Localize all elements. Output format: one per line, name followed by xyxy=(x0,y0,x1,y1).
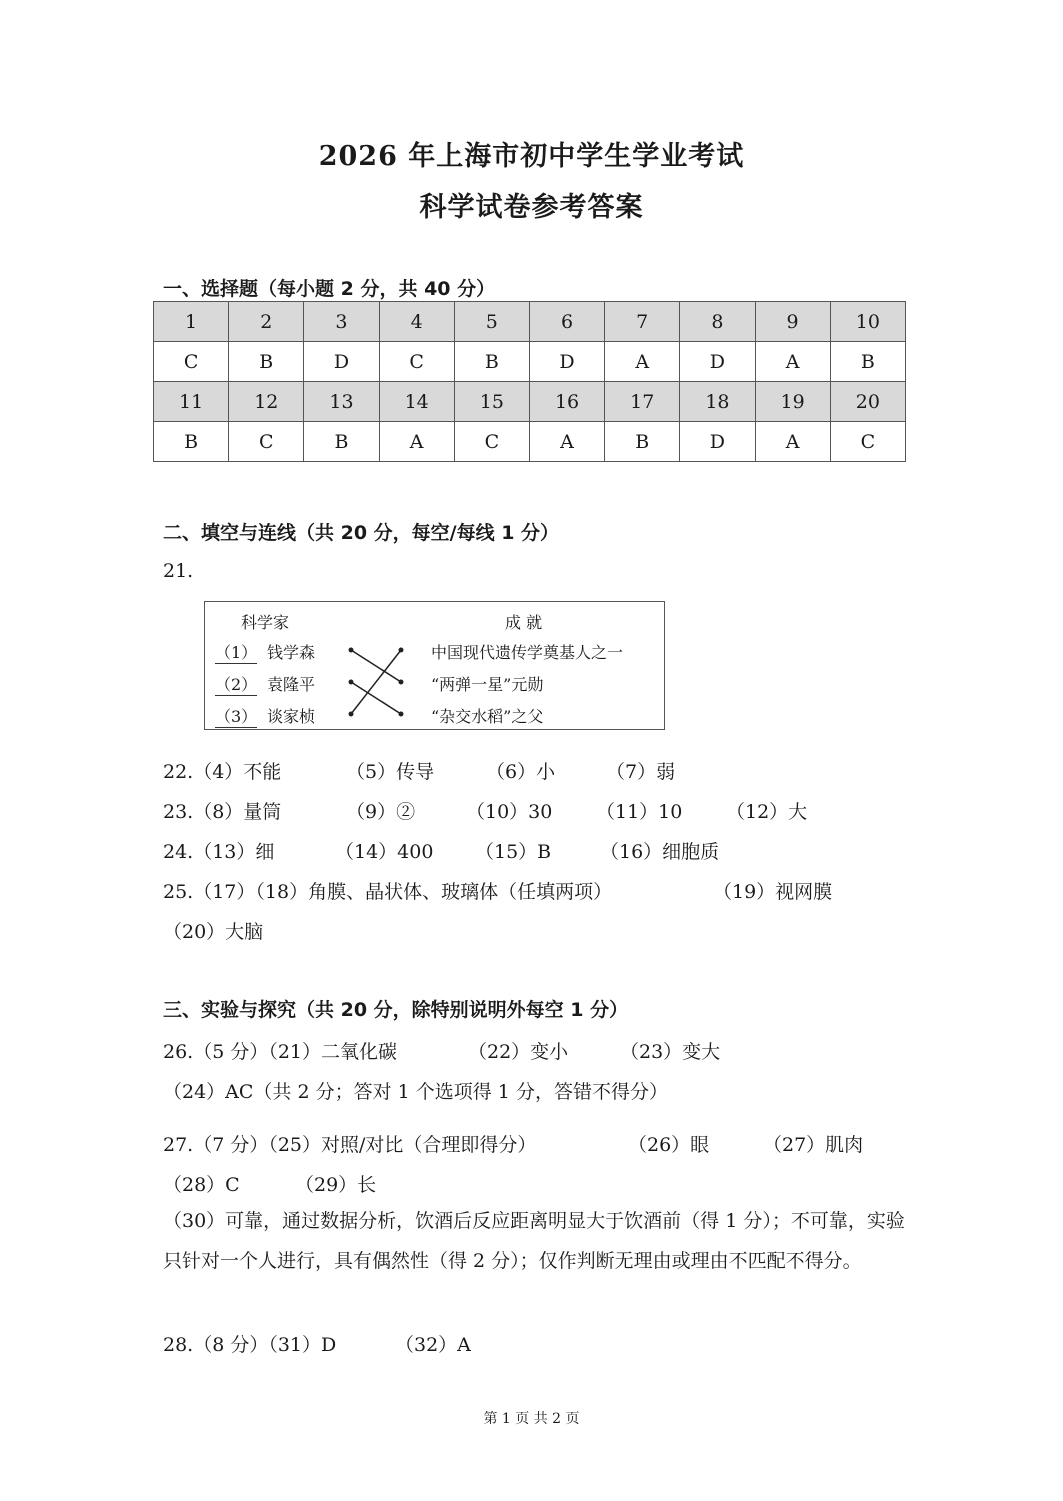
answer: 23.（8）量筒 xyxy=(163,801,282,823)
answer-cell: B xyxy=(304,422,379,462)
answer-cell: A xyxy=(529,422,604,462)
question-number-cell: 11 xyxy=(154,382,229,422)
scientist-num: （3） xyxy=(215,704,257,728)
answer: （29）长 xyxy=(295,1174,377,1196)
question-number-cell: 20 xyxy=(830,382,905,422)
answer: 28.（8 分）（31）D xyxy=(163,1334,337,1356)
question-number-cell: 5 xyxy=(454,302,529,342)
answer-cell: B xyxy=(154,422,229,462)
answer: （14）400 xyxy=(335,841,434,863)
section3-heading: 三、实验与探究（共 20 分，除特别说明外每空 1 分） xyxy=(163,999,629,1021)
q23-line xyxy=(163,797,807,824)
answer-cell: A xyxy=(605,342,680,382)
exam-subtitle: 科学试卷参考答案 xyxy=(419,192,644,223)
answer: 27.（7 分）（25）对照/对比（合理即得分） xyxy=(163,1134,537,1156)
answer: （12）大 xyxy=(726,801,808,823)
q27-line-2 xyxy=(163,1170,376,1197)
answer: （23）变大 xyxy=(620,1041,721,1063)
achievement-item: 中国现代遗传学奠基人之一 xyxy=(431,643,624,662)
answer: 22.（4）不能 xyxy=(163,761,282,783)
achievement-header: 成 就 xyxy=(505,613,543,632)
answer-row xyxy=(154,422,906,462)
answer: （5）传导 xyxy=(346,761,435,783)
answer-cell: A xyxy=(379,422,454,462)
answer: （27）肌肉 xyxy=(763,1134,864,1156)
q21-label: 21. xyxy=(163,560,194,582)
answer: （7）弱 xyxy=(606,761,676,783)
matching-diagram xyxy=(204,601,665,730)
question-number-cell: 9 xyxy=(755,302,830,342)
answer: （28）C xyxy=(163,1174,240,1196)
match-line-2 xyxy=(351,682,401,714)
q25-line xyxy=(163,877,832,904)
q22-line xyxy=(163,757,675,784)
answer-row xyxy=(154,342,906,382)
question-number-cell: 16 xyxy=(529,382,604,422)
page-number: 第 1 页 共 2 页 xyxy=(483,1411,580,1427)
answer-cell: C xyxy=(379,342,454,382)
answer: （32）A xyxy=(395,1334,471,1356)
q28-line xyxy=(163,1330,471,1357)
scientist-header: 科学家 xyxy=(241,613,290,632)
scientist-name: 袁隆平 xyxy=(267,675,316,694)
scientist-num: （1） xyxy=(215,640,257,664)
answer: 24.（13）细 xyxy=(163,841,275,863)
answer: （10）30 xyxy=(466,801,553,823)
achievement-item: “两弹一星”元勋 xyxy=(431,675,544,694)
question-number-cell: 2 xyxy=(229,302,304,342)
question-number-cell: 3 xyxy=(304,302,379,342)
answer: （16）细胞质 xyxy=(600,841,720,863)
q25-line-2: （20）大脑 xyxy=(163,921,264,943)
choice-answer-table xyxy=(153,301,906,462)
q26-line xyxy=(163,1037,720,1064)
q27-line xyxy=(163,1130,863,1157)
q24-line xyxy=(163,837,719,864)
match-line-1 xyxy=(351,650,401,682)
answer-cell: B xyxy=(454,342,529,382)
scientist-name: 钱学森 xyxy=(267,643,316,662)
answer: 26.（5 分）（21）二氧化碳 xyxy=(163,1041,398,1063)
answer: （6）小 xyxy=(486,761,556,783)
question-number-row xyxy=(154,382,906,422)
question-number-cell: 10 xyxy=(830,302,905,342)
scientist-name: 谈家桢 xyxy=(267,707,316,726)
answer: （9）② xyxy=(346,801,416,823)
question-number-cell: 1 xyxy=(154,302,229,342)
question-number-cell: 4 xyxy=(379,302,454,342)
achievement-item: “杂交水稻”之父 xyxy=(431,707,544,726)
answer: （26）眼 xyxy=(628,1134,710,1156)
answer-cell: A xyxy=(755,342,830,382)
q27-explanation: （30）可靠，通过数据分析，饮酒后反应距离明显大于饮酒前（得 1 分）；不可靠，实验只针对一个人进行，具有偶然性（得 2 分）；仅作判断无理由或理由不匹配不得分。 xyxy=(163,1210,905,1272)
exam-title: 2026 年上海市初中学生学业考试 xyxy=(318,141,745,172)
question-number-cell: 19 xyxy=(755,382,830,422)
answer: （15）B xyxy=(475,841,552,863)
answer-cell: A xyxy=(755,422,830,462)
question-number-cell: 7 xyxy=(605,302,680,342)
question-number-cell: 15 xyxy=(454,382,529,422)
section1-heading: 一、选择题（每小题 2 分，共 40 分） xyxy=(163,278,496,300)
answer-cell: D xyxy=(680,422,755,462)
answer: （19）视网膜 xyxy=(713,881,833,903)
question-number-cell: 12 xyxy=(229,382,304,422)
answer-cell: D xyxy=(304,342,379,382)
answer-cell: B xyxy=(229,342,304,382)
question-number-cell: 8 xyxy=(680,302,755,342)
answer-cell: C xyxy=(229,422,304,462)
question-number-cell: 14 xyxy=(379,382,454,422)
answer-cell: B xyxy=(605,422,680,462)
answer-cell: B xyxy=(830,342,905,382)
question-number-row xyxy=(154,302,906,342)
answer: 25.（17）（18）角膜、晶状体、玻璃体（任填两项） xyxy=(163,881,613,903)
question-number-cell: 18 xyxy=(680,382,755,422)
answer-cell: D xyxy=(529,342,604,382)
answer: （22）变小 xyxy=(468,1041,569,1063)
answer-cell: C xyxy=(830,422,905,462)
answer: （11）10 xyxy=(596,801,683,823)
matching-lines xyxy=(205,602,666,731)
match-line-3 xyxy=(351,650,401,714)
question-number-cell: 13 xyxy=(304,382,379,422)
answer-cell: C xyxy=(454,422,529,462)
answer-cell: C xyxy=(154,342,229,382)
question-number-cell: 6 xyxy=(529,302,604,342)
q26-line-2: （24）AC（共 2 分；答对 1 个选项得 1 分，答错不得分） xyxy=(163,1081,668,1103)
question-number-cell: 17 xyxy=(605,382,680,422)
section2-heading: 二、填空与连线（共 20 分，每空/每线 1 分） xyxy=(163,522,560,544)
answer-cell: D xyxy=(680,342,755,382)
scientist-num: （2） xyxy=(215,672,257,696)
